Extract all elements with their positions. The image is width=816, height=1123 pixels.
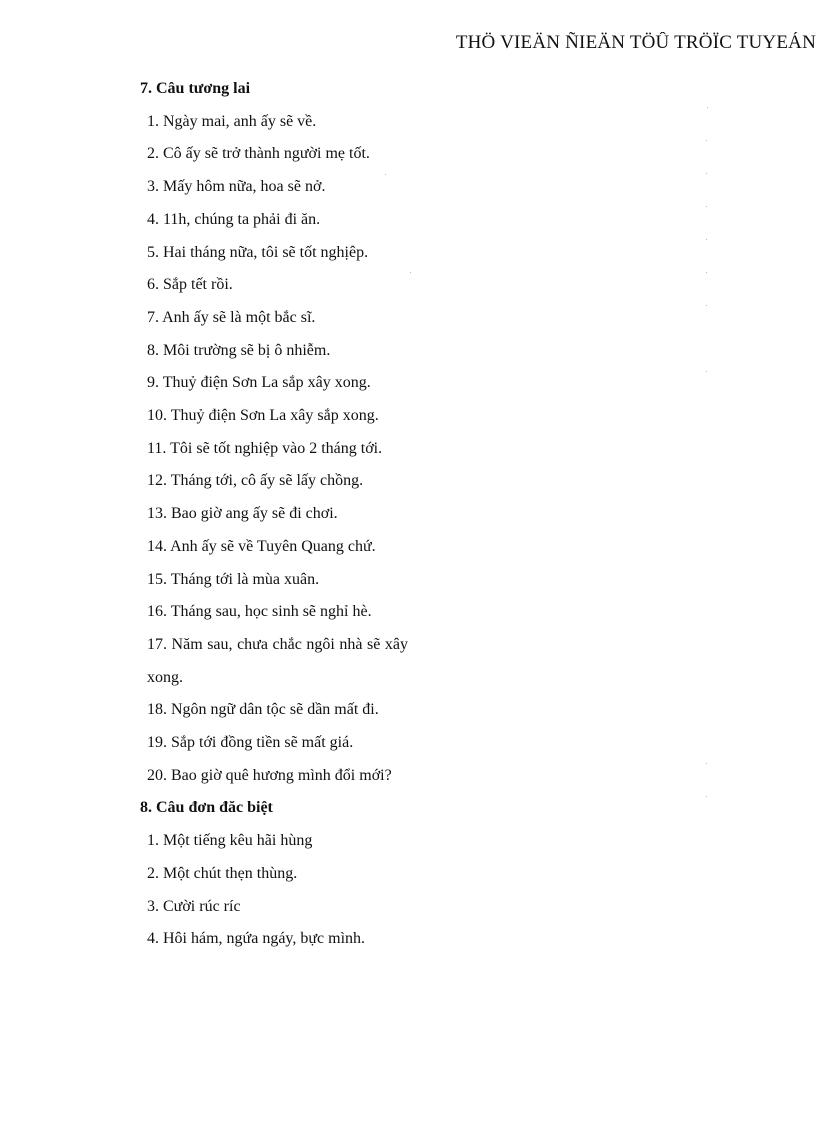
list-item: 19. Sắp tới đồng tiền sẽ mất giá. [147,734,354,752]
scan-speck [706,206,707,207]
section-heading: 8. Câu đơn đăc biệt [140,799,273,817]
list-item: 8. Môi trường sẽ bị ô nhiễm. [147,341,331,359]
list-item: 4. Hôi hám, ngứa ngáy, bực mình. [147,930,366,948]
list-item: 2. Một chút thẹn thùng. [147,864,298,882]
scan-speck [706,371,707,372]
list-item: 17. Năm sau, chưa chắc ngôi nhà sẽ xây xong. [147,635,408,686]
list-item: 15. Tháng tới là mùa xuân. [147,570,320,588]
scan-speck [706,763,707,764]
list-item: 1. Một tiếng kêu hãi hùng [147,832,313,850]
list-item: 12. Tháng tới, cô ấy sẽ lấy chồng. [147,472,364,490]
scan-speck [706,239,707,240]
list-item: 11. Tôi sẽ tốt nghiệp vào 2 tháng tới. [147,439,383,457]
list-item: 16. Tháng sau, học sinh sẽ nghỉ hè. [147,603,372,621]
list-item: 13. Bao giờ ang ấy sẽ đi chơi. [147,505,338,523]
page-body [140,73,408,956]
list-item: 7. Anh ấy sẽ là một bắc sĩ. [147,308,316,326]
list-item: 3. Mấy hôm nữa, hoa sẽ nở. [147,178,326,196]
list-item: 5. Hai tháng nữa, tôi sẽ tốt nghịêp. [147,243,369,261]
list-item: 9. Thuỷ điện Sơn La sắp xây xong. [147,374,371,392]
scan-speck [706,305,707,306]
list-item: 14. Anh ấy sẽ về Tuyên Quang chứ. [147,537,376,555]
scan-speck [385,174,386,175]
scan-speck [706,796,707,797]
running-header: THÖ VIEÄN ÑIEÄN TÖÛ TRÖÏC TUYEÁN [455,32,816,53]
list-item: 10. Thuỷ điện Sơn La xây sắp xong. [147,407,379,425]
list-item: 3. Cười rúc ríc [147,897,241,915]
list-item: 18. Ngôn ngữ dân tộc sẽ dần mất đi. [147,701,379,719]
scan-speck [706,272,707,273]
list-item: 6. Sắp tết rồi. [147,276,233,294]
list-item: 1. Ngày mai, anh ấy sẽ về. [147,112,317,130]
list-item: 20. Bao giờ quê hương mình đổi mới? [147,766,392,784]
scan-speck [706,140,707,141]
scan-speck [706,173,707,174]
scan-speck [707,107,708,108]
list-item: 2. Cô ấy sẽ trở thành người mẹ tốt. [147,145,370,163]
list-item: 4. 11h, chúng ta phải đi ăn. [147,210,321,228]
scan-speck [410,272,411,273]
section-heading: 7. Câu tương lai [140,80,251,97]
